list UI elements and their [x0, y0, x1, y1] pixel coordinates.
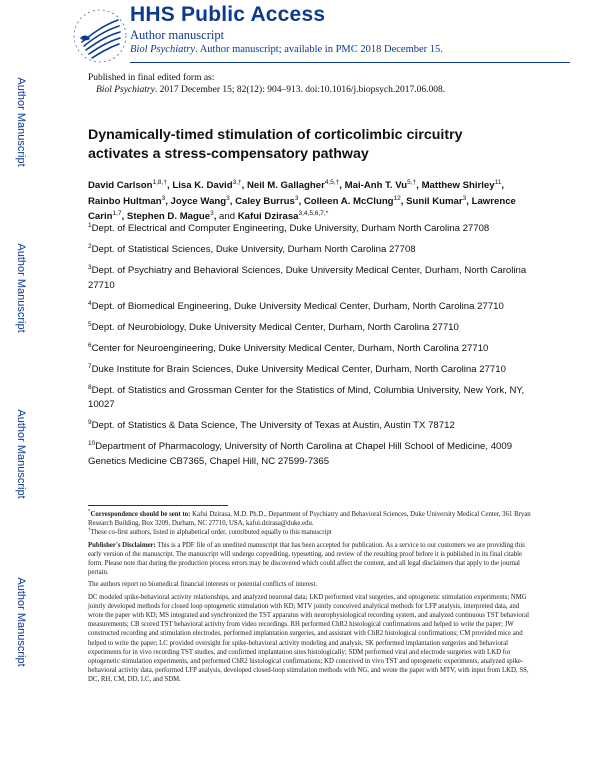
author-conjunction: and: [219, 211, 236, 222]
published-citation: [96, 85, 445, 95]
affiliation-number: 3: [88, 263, 92, 271]
side-label-author-manuscript: [3, 228, 39, 348]
affiliation-number: 7: [88, 362, 92, 370]
affiliation-text: Dept. of Neurobiology, Duke University Medical Center, Durham, North Carolina 27710: [91, 321, 459, 333]
affiliation-number: 9: [88, 418, 92, 426]
side-label-text: Author Manuscript: [15, 577, 27, 667]
author-name: Caley Burrus: [235, 195, 295, 207]
author-affiliation-sup: 1,7: [112, 209, 122, 217]
hhs-public-access-title: HHS Public Access: [130, 3, 326, 26]
author-name: Joyce Wang: [170, 195, 227, 207]
availability-text: . Author manuscript; available in PMC 2018 December 15.: [195, 44, 443, 55]
author-affiliation-sup: 3: [210, 209, 214, 217]
published-journal: Biol Psychiatry: [96, 85, 155, 95]
affiliation-item: [88, 363, 528, 378]
affiliation-number: 2: [88, 242, 92, 250]
author-name: Lawrence Carin: [88, 195, 516, 222]
author-affiliation-sup: 1,8,†: [152, 178, 167, 186]
author-name: Matthew Shirley: [421, 180, 495, 191]
affiliation-number: 1: [88, 221, 92, 229]
side-label-text: Author Manuscript: [15, 77, 27, 167]
side-label-text: Author Manuscript: [15, 409, 27, 499]
affiliation-number: 6: [88, 341, 92, 349]
author-affiliation-sup: 3: [161, 194, 166, 202]
disclaimer-text: This is a PDF file of an unedited manuscript that has been accepted for publication. As a service to our customers we are providing this early version of the manuscript. The manuscript will undergo copyediting, typesetting, and review of the resulting proof before it is published in its final citable form. Please note that during the production process errors may be discovered which could affect the content, and all legal disclaimers that apply to the journal pertain.: [88, 541, 525, 577]
author-affiliation-sup: 3,4,5,6,7,*: [298, 209, 329, 217]
affiliation-text: Dept. of Biomedical Engineering, Duke University Medical Center, Durham, North Carolina 27710: [91, 300, 504, 312]
affiliation-item: [88, 440, 528, 469]
author-name: David Carlson: [88, 180, 153, 191]
published-citation-text: . 2017 December 15; 82(12): 904–913. doi:10.1016/j.biopsych.2017.06.008.: [154, 85, 446, 95]
journal-name: Biol Psychiatry: [130, 44, 196, 55]
affiliation-item: [88, 321, 528, 336]
author-contributions: DC modeled spike-behavioral activity relationships, and analyzed neuronal data; LKD performed viral surgeries, and optogenetic stimulation experiments; NMG jointly developed methods for closed loop optogenetic stimulation with KD; MTV jointly conceived analytical methods for LFP analysis, interpreted data, and wrote the paper with KD; MS integrated and synchronized the TST apparatus with neurophysiological recording system, and analyzed continuous TST behavioral measurements; CB scored TST behavioral activity from video recordings. RH performed ChR2 histological confirmations and helped to write the paper; JW constructed recording and stimulation electrodes, performed implantation surgeries, and assistant with ChR2 histological confirmations; CM provided mice and helped to write the paper; LC provided oversight for spike-behavioral activity modeling and analysis. SK performed implantation surgeries and behavioral experiments for in vivo recording TST studies, and confirmed implantation sites histologically; SDM performed viral and electrode surgeries with LKD for optogenetic stimulation experiments, and performed ChR2 histological confirmations; KD conceived in vivo TST and optogenetic experiments, analyzed spike-behavioral activity data, performed LFP analysis, developed closed-loop stimulation methods with NG, and wrote the paper with MTV, with input from LKD, SS, DC, RH, CM, DD, LC, and SDM.: [88, 593, 530, 684]
author-affiliation-sup: 3: [226, 194, 230, 202]
affiliation-item: [88, 243, 528, 258]
author-affiliation-sup: 4,5,†: [324, 178, 340, 186]
author-manuscript-label: Author manuscript: [130, 28, 225, 42]
affiliation-number: 10: [88, 439, 96, 447]
author-list: David Carlson$^{1,8,\dagger}$, Lisa K. David$^{3,\dagger}$, Neil M. Gallagher$^{4,5,\dagger}$, Mai-Anh T. $Vu^{5,\dagger}$, Matthew Shirley$^{11}$, Rainbo Hultman$^3$, Joyce Wang$^3$, Caley Burrus$^3$, Colleen A. McClung$^{12}$, Sunil Kumar$^3$, Lawrence Carin$^{1,7}$, Stephen D. Mague$^3$, and Kafui Dzirasa$^{3,4,5,6,7,*}$: [88, 178, 516, 222]
publisher-disclaimer: [88, 541, 533, 578]
paper-title: Dynamically-timed stimulation of corticolimbic circuitry activates a stress-compensatory pathway: [88, 127, 463, 162]
affiliation-list: [88, 222, 528, 476]
affiliation-item: [88, 342, 528, 357]
side-label-text: Author Manuscript: [15, 243, 27, 333]
affiliation-text: Duke Institute for Brain Sciences, Duke University Medical Center, Durham, North Carolina 27710: [91, 363, 506, 375]
affiliation-text: Department of Pharmacology, University of North Carolina at Chapel Hill School of Medicine, 4009 Genetics Medicine CB7365, Chapel Hill, NC 27599-7365: [88, 441, 513, 467]
author-affiliation-sup: 12: [393, 194, 401, 202]
author-name: Kafui Dzirasa: [237, 211, 299, 222]
conflicts-statement: The authors report no biomedical financial interests or potential conflicts of interest.: [88, 581, 318, 589]
affiliation-text: Dept. of Statistics & Data Science, The University of Texas at Austin, Austin TX 78712: [91, 420, 455, 431]
header-divider: [130, 62, 570, 63]
correspondence-marker: *: [88, 509, 91, 515]
author-affiliation-sup: 3: [462, 194, 467, 202]
affiliation-text: Dept. of Psychiatry and Behavioral Sciences, Duke University Medical Center, Durham, North Carolina 27710: [88, 265, 527, 291]
author-affiliation-sup: 11: [494, 178, 502, 186]
hhs-eagle-logo: [72, 8, 128, 64]
affiliation-text: Dept. of Statistical Sciences, Duke University, Durham North Carolina 27708: [91, 244, 416, 255]
journal-availability: [130, 44, 443, 55]
correspondence-text: Kafui Dzirasa, M.D. Ph.D., Department of Psychiatry and Behavioral Sciences, Duke University Medical Center, 361 Bryan Research Building, Box 3209, Durham, NC 27710, USA, kafui.dzirasa@duke.edu.: [88, 511, 531, 528]
affiliation-item: [88, 222, 528, 237]
footnotes: [88, 510, 533, 688]
author-affiliation-sup: 5,†: [407, 178, 417, 186]
author-name: Colleen A. McClung: [303, 195, 394, 207]
affiliation-text: Center for Neuroengineering, Duke University Medical Center, Durham, North Carolina 27710: [91, 342, 489, 354]
side-label-author-manuscript: [3, 562, 39, 682]
affiliation-item: [88, 264, 528, 293]
published-label: Published in final edited form as:: [88, 73, 215, 83]
author-name: Lisa K. David: [172, 180, 233, 191]
author-name: Stephen D. Mague: [126, 211, 211, 222]
affiliation-number: 4: [88, 299, 92, 307]
affiliation-item: [88, 419, 528, 434]
author-affiliation-sup: 3: [294, 194, 299, 202]
author-name: Mai-Anh T. Vu: [344, 180, 408, 191]
correspondence-label: Correspondence should be sent to:: [90, 511, 191, 518]
correspondence-note: [88, 510, 533, 538]
cofirst-marker: †: [88, 528, 91, 534]
footnote-divider: [88, 505, 228, 506]
author-name: Neil M. Gallagher: [246, 180, 325, 191]
side-label-author-manuscript: [3, 394, 39, 514]
author-name: Sunil Kumar: [406, 195, 463, 207]
affiliation-text: Dept. of Electrical and Computer Engineering, Duke University, Durham North Carolina 27708: [91, 223, 490, 234]
affiliation-text: Dept. of Statistics and Grossman Center for the Statistics of Mind, Columbia University, New York, NY, 10027: [88, 384, 525, 410]
affiliation-number: 5: [88, 320, 92, 328]
disclaimer-label: Publisher's Disclaimer:: [88, 541, 156, 549]
side-label-author-manuscript: [3, 62, 39, 182]
affiliation-item: [88, 300, 528, 315]
author-name: Rainbo Hultman: [88, 195, 162, 207]
cofirst-text: These co-first authors, listed in alphabetical order, contributed equally to this manuscript: [90, 529, 332, 537]
affiliation-item: [88, 384, 528, 413]
author-affiliation-sup: 3,†: [232, 178, 242, 186]
affiliation-number: 8: [88, 383, 92, 391]
